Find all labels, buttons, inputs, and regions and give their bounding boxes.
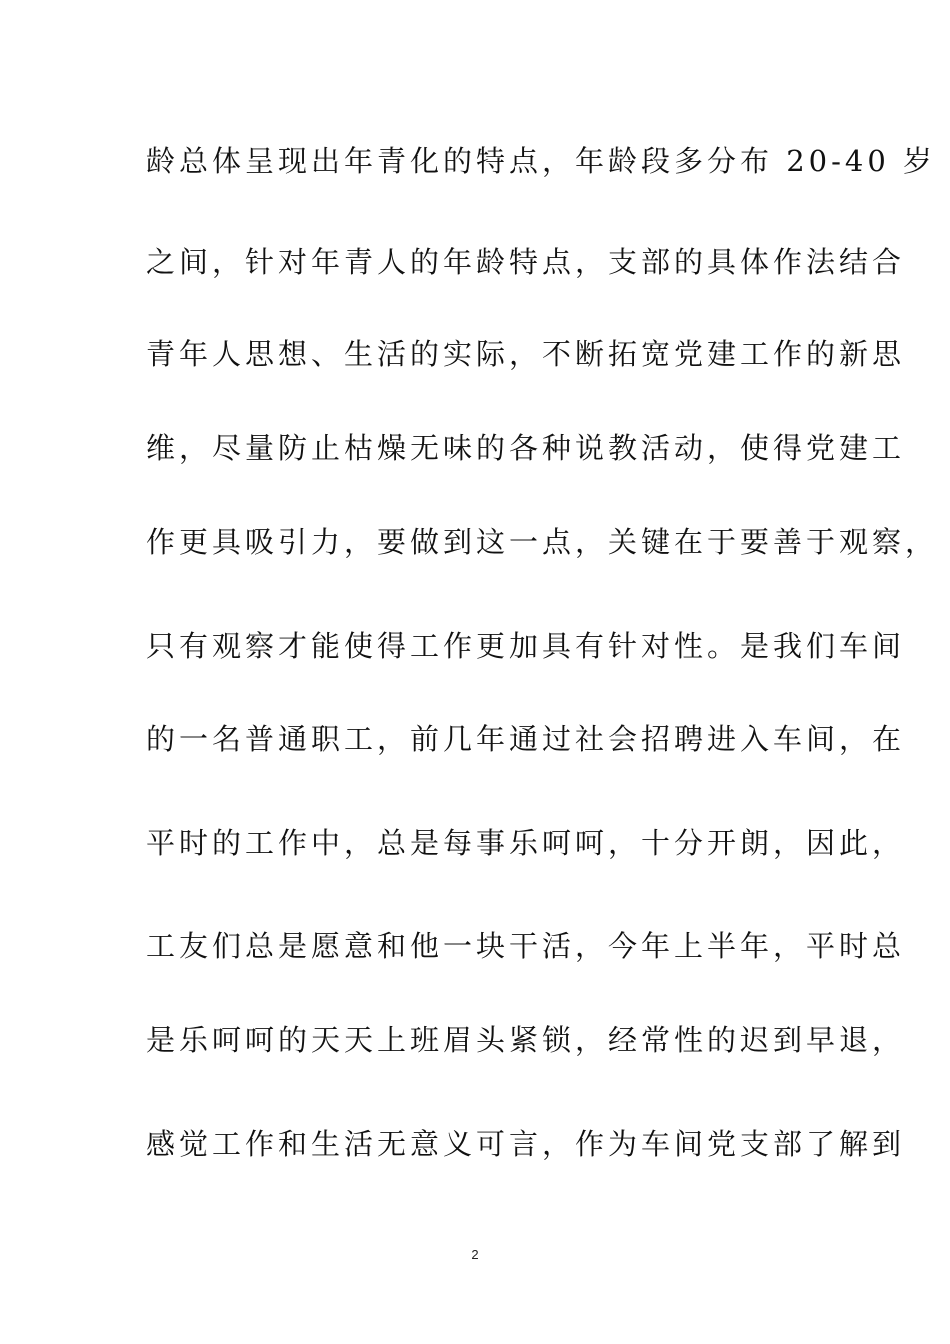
text-line: 青年人思想、生活的实际，不断拓宽党建工作的新思 (146, 337, 906, 371)
text-line: 感觉工作和生活无意义可言，作为车间党支部了解到 (146, 1127, 906, 1161)
text-line: 的一名普通职工，前几年通过社会招聘进入车间，在 (146, 722, 906, 756)
text-line: 平时的工作中，总是每事乐呵呵，十分开朗，因此， (146, 826, 906, 860)
text-line: 龄总体呈现出年青化的特点，年龄段多分布 20-40 岁 (146, 144, 937, 178)
text-line: 维，尽量防止枯燥无味的各种说教活动，使得党建工 (146, 431, 906, 465)
text-line: 作更具吸引力，要做到这一点，关键在于要善于观察， (146, 525, 939, 559)
text-line: 只有观察才能使得工作更加具有针对性。是我们车间 (146, 629, 906, 663)
text-line: 之间，针对年青人的年龄特点，支部的具体作法结合 (146, 245, 906, 279)
text-line: 工友们总是愿意和他一块干活，今年上半年，平时总 (146, 929, 906, 963)
text-line: 是乐呵呵的天天上班眉头紧锁，经常性的迟到早退， (146, 1023, 906, 1057)
page-number: 2 (471, 1247, 479, 1262)
